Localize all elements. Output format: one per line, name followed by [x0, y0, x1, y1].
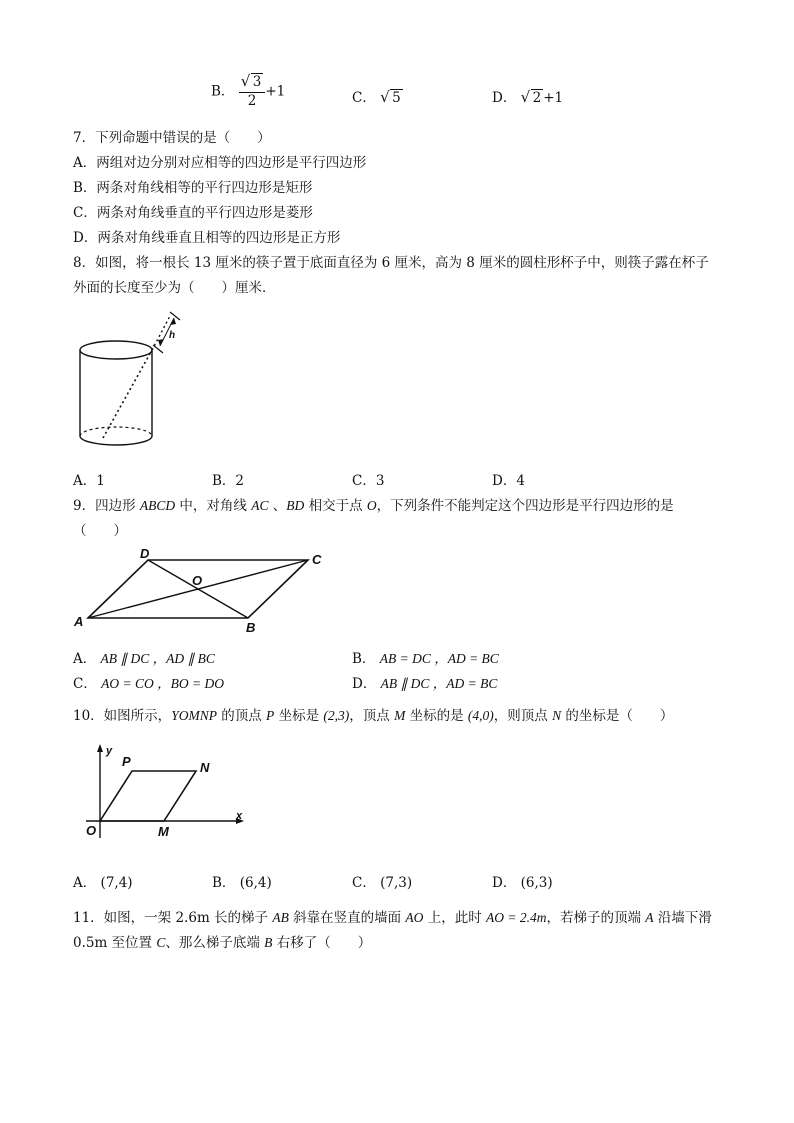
q10-coord-p: (2,3): [323, 708, 350, 723]
q11-stem-line1: [73, 906, 712, 926]
q11-point-c: C: [156, 935, 166, 950]
y-axis-arrow: [97, 744, 103, 752]
sqrt-radicand: 3: [252, 74, 262, 90]
q11-text: 、那么梯子底端: [165, 935, 265, 951]
option-label: B．: [212, 875, 236, 891]
q11-point-a: A: [645, 910, 654, 925]
vertex-b-label: B: [246, 620, 256, 635]
parallelogram-abcd-figure: [72, 547, 332, 637]
q9-stem-text: 中，对角线: [175, 498, 252, 514]
q9-stem: [73, 494, 674, 514]
q10-stem-text: 10．如图所示，: [73, 708, 172, 724]
q10-option-b: [212, 871, 272, 891]
option-label: C．: [73, 676, 97, 692]
q11-stem-line2: [73, 931, 371, 951]
fraction-denominator: 2: [247, 92, 257, 109]
coordinate-parallelogram-figure: [82, 742, 252, 842]
y-axis-label: y: [106, 745, 113, 757]
q10-stem-text: ，顶点: [349, 708, 395, 724]
option-expr: (7,3): [380, 875, 413, 891]
q10-option-a: [73, 871, 133, 891]
point-m-label: M: [158, 824, 169, 839]
point-p-label: P: [122, 754, 131, 769]
option-label: B．: [352, 651, 376, 667]
x-axis-label: x: [236, 810, 243, 822]
fraction: [239, 76, 266, 108]
sqrt-radicand: 5: [392, 90, 401, 106]
q11-text: 0.5m 至位置: [73, 935, 157, 951]
option-label: A．: [73, 651, 97, 667]
q11-text: 11．如图，一架 2.6m 长的梯子: [73, 910, 273, 926]
q10-stem-text: 坐标的是: [405, 708, 468, 724]
parallelogram-omnp: [100, 771, 196, 821]
q8-stem-line2: 外面的长度至少为（ ）厘米．: [73, 280, 276, 296]
option-expr: AB ∥ DC ，AD = BC: [380, 676, 498, 691]
q6-option-b-tail: +1: [265, 83, 286, 100]
vertex-d-label: D: [140, 546, 150, 561]
q10-option-d: [492, 871, 553, 891]
vertex-a-label: A: [74, 614, 84, 629]
q11-text: 上，此时: [423, 910, 487, 926]
point-n-label: N: [200, 760, 210, 775]
q8-option-b: B．2: [212, 473, 245, 489]
q10-option-c: [352, 871, 412, 891]
q6-option-d-tail: +1: [543, 90, 564, 106]
q9-diagonal-bd: BD: [286, 498, 305, 513]
q8-option-c: C．3: [352, 473, 385, 489]
q11-ao-length: AO = 2.4m: [486, 910, 547, 925]
dimension-tick-bottom: [153, 345, 163, 353]
vertex-c-label: C: [312, 552, 322, 567]
option-expr: (7,4): [100, 875, 133, 891]
q11-wall-ao: AO: [405, 910, 424, 925]
dimension-tick-top: [170, 312, 180, 320]
origin-o-label: O: [86, 823, 97, 838]
q10-stem: [73, 704, 673, 724]
q6-option-d-label: D．: [492, 90, 517, 106]
q11-text: 斜靠在竖直的墙面: [288, 910, 406, 926]
sqrt-radicand: 2: [532, 90, 542, 106]
q10-stem-text: 的坐标是（ ）: [561, 708, 674, 724]
option-expr: AB ∥ DC ，AD ∥ BC: [100, 651, 215, 666]
cylinder-cup-figure: [70, 308, 200, 458]
q10-shape-name: YOMNP: [171, 708, 217, 723]
q11-text: ，若梯子的顶端: [546, 910, 646, 926]
q9-point-o: O: [366, 498, 377, 513]
q8-stem-line1: 8．如图，将一根长 13 厘米的筷子置于底面直径为 6 厘米，高为 8 厘米的圆柱形杯子中，则筷子露在杯子: [73, 255, 709, 271]
q7-option-d: D．两条对角线垂直且相等的四边形是正方形: [73, 230, 341, 246]
q9-stem-text: 9．四边形: [73, 498, 140, 514]
q10-point-p: P: [266, 708, 275, 723]
cup-bottom-front: [80, 436, 152, 445]
chopstick-inside: [103, 350, 152, 438]
q10-point-n: N: [552, 708, 562, 723]
q10-point-m: M: [394, 708, 406, 723]
q11-point-b: B: [264, 935, 273, 950]
q6-option-c-label: C．: [352, 90, 376, 106]
q9-stem-text: ，下列条件不能判定这个四边形是平行四边形的是: [376, 498, 674, 514]
q9-option-a: [73, 647, 215, 667]
option-expr: AB = DC ，AD = BC: [379, 651, 499, 666]
q10-stem-text: 的顶点: [216, 708, 267, 724]
q11-ladder-ab: AB: [272, 910, 289, 925]
q7-option-c: C．两条对角线垂直的平行四边形是菱形: [73, 205, 313, 221]
q9-option-d: [352, 672, 497, 692]
q9-quad-name: ABCD: [139, 498, 176, 513]
option-expr: AO = CO ，BO = DO: [101, 676, 224, 691]
h-label: h: [169, 330, 176, 341]
cup-bottom-back: [80, 427, 152, 436]
q6-option-d: [492, 86, 563, 106]
diagonal-bd: [148, 560, 248, 618]
q10-stem-text: ，则顶点: [493, 708, 553, 724]
cup-top-rim: [80, 341, 152, 359]
q7-option-b: B．两条对角线相等的平行四边形是矩形: [73, 180, 313, 196]
option-expr: (6,3): [520, 875, 553, 891]
point-o-label: O: [192, 573, 203, 588]
q6-option-b-label: B．: [211, 83, 235, 100]
option-label: A．: [73, 875, 97, 891]
q7-stem: 7．下列命题中错误的是（ ）: [73, 130, 271, 146]
option-label: D．: [352, 676, 377, 692]
q9-option-c: [73, 672, 224, 692]
q8-option-a: A．1: [73, 473, 105, 489]
q10-stem-text: 坐标是: [274, 708, 324, 724]
q8-option-d: D．4: [492, 473, 525, 489]
q9-stem-line2: （ ）: [73, 523, 127, 539]
q9-option-b: [352, 647, 499, 667]
q9-stem-text: 相交于点: [304, 498, 367, 514]
q10-coord-m: (4,0): [467, 708, 494, 723]
option-label: D．: [492, 875, 517, 891]
q7-option-a: A．两组对边分别对应相等的四边形是平行四边形: [73, 155, 367, 171]
q11-text: 右移了（ ）: [272, 935, 372, 951]
q9-diagonal-ac: AC: [251, 498, 269, 513]
q6-option-c: [352, 86, 403, 106]
option-label: C．: [352, 875, 376, 891]
q9-stem-text: 、: [268, 498, 287, 514]
option-expr: (6,4): [239, 875, 272, 891]
q11-text: 沿墙下滑: [653, 910, 712, 926]
q6-option-b: [211, 76, 285, 108]
